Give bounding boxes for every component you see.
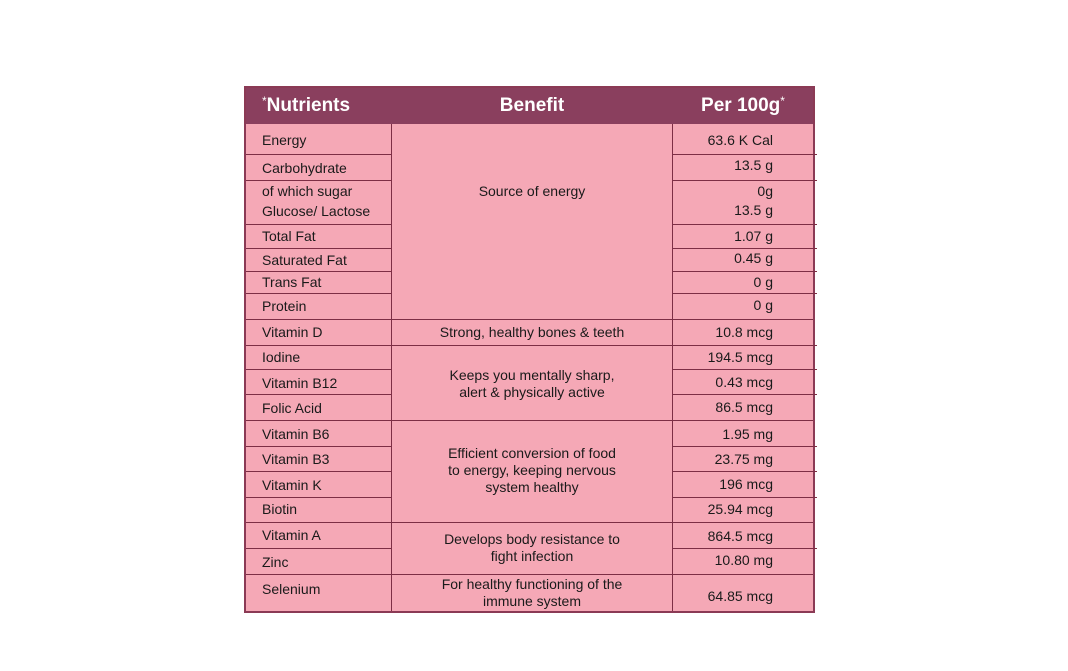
value-vitamin-b12: 0.43 mcg — [715, 374, 773, 390]
row-divider — [246, 369, 391, 370]
nutrition-table — [244, 86, 815, 613]
row-divider — [246, 224, 391, 225]
benefit-bones-teeth: Strong, healthy bones & teeth — [439, 324, 625, 340]
row-divider — [246, 471, 391, 472]
row-divider — [246, 271, 391, 272]
row-divider — [672, 154, 817, 155]
value-vitamin-a: 864.5 mcg — [707, 528, 773, 544]
nutrient-vitamin-b6: Vitamin B6 — [262, 426, 330, 442]
value-glucose-lactose: 13.5 g — [734, 202, 773, 218]
row-divider — [246, 154, 391, 155]
value-biotin: 25.94 mcg — [707, 501, 773, 517]
value-iodine: 194.5 mcg — [707, 349, 773, 365]
group-divider — [246, 345, 813, 346]
nutrient-protein: Protein — [262, 298, 307, 314]
row-divider — [672, 271, 817, 272]
value-total-fat: 1.07 g — [734, 228, 773, 244]
value-sugar: 0g — [757, 183, 773, 199]
row-divider — [672, 471, 817, 472]
nutrient-vitamin-b12: Vitamin B12 — [262, 375, 338, 391]
nutrient-glucose-lactose: Glucose/ Lactose — [262, 203, 371, 219]
row-divider — [672, 180, 817, 181]
row-divider — [246, 293, 391, 294]
value-vitamin-d: 10.8 mcg — [715, 324, 773, 340]
value-folic-acid: 86.5 mcg — [715, 399, 773, 415]
nutrient-vitamin-k: Vitamin K — [262, 477, 322, 493]
value-vitamin-b3: 23.75 mg — [714, 451, 773, 467]
row-divider — [246, 497, 391, 498]
header-per-label: Per 100g — [701, 95, 781, 116]
value-carbohydrate: 13.5 g — [734, 157, 773, 173]
table-header — [246, 88, 813, 124]
nutrient-folic-acid: Folic Acid — [262, 400, 322, 416]
nutrient-carbohydrate: Carbohydrate — [262, 160, 347, 176]
group-divider — [246, 420, 813, 421]
value-energy: 63.6 K Cal — [707, 132, 773, 148]
row-divider — [672, 446, 817, 447]
row-divider — [672, 497, 817, 498]
nutrient-iodine: Iodine — [262, 349, 301, 365]
row-divider — [246, 446, 391, 447]
value-zinc: 10.80 mg — [714, 552, 773, 568]
row-divider — [672, 293, 817, 294]
benefit-source-of-energy: Source of energy — [478, 183, 586, 199]
benefit-mentally-sharp: Keeps you mentally sharp, alert & physically active — [449, 367, 615, 400]
header-per-asterisk: * — [780, 94, 785, 108]
nutrient-vitamin-b3: Vitamin B3 — [262, 451, 330, 467]
value-vitamin-k: 196 mcg — [719, 476, 773, 492]
value-vitamin-b6: 1.95 mg — [722, 426, 773, 442]
nutrient-vitamin-d: Vitamin D — [262, 324, 323, 340]
value-selenium: 64.85 mcg — [707, 588, 773, 604]
value-trans-fat: 0 g — [753, 274, 773, 290]
nutrient-trans-fat: Trans Fat — [262, 274, 322, 290]
nutrient-vitamin-a: Vitamin A — [262, 527, 321, 543]
group-divider — [246, 319, 813, 320]
nutrient-sugar: of which sugar — [262, 183, 353, 199]
benefit-body-resistance: Develops body resistance to fight infection — [444, 531, 620, 564]
row-divider — [246, 394, 391, 395]
header-nutrients — [262, 88, 350, 124]
benefit-energy-conversion: Efficient conversion of food to energy, keeping nervous system healthy — [448, 445, 616, 495]
row-divider — [246, 180, 391, 181]
benefit-immune-system: For healthy functioning of the immune system — [441, 576, 623, 609]
nutrient-saturated-fat: Saturated Fat — [262, 252, 347, 268]
row-divider — [672, 394, 817, 395]
header-asterisk: * — [262, 94, 267, 108]
row-divider — [246, 248, 391, 249]
row-divider — [246, 548, 391, 549]
row-divider — [672, 248, 817, 249]
nutrient-biotin: Biotin — [262, 501, 298, 517]
nutrient-energy: Energy — [262, 132, 307, 148]
header-benefit: Benefit — [499, 95, 565, 116]
nutrient-zinc: Zinc — [262, 554, 289, 570]
header-nutrients-label: Nutrients — [266, 95, 351, 116]
header-per-100g — [673, 88, 813, 124]
value-saturated-fat: 0.45 g — [734, 250, 773, 266]
row-divider — [672, 369, 817, 370]
row-divider — [672, 548, 817, 549]
nutrient-total-fat: Total Fat — [262, 228, 316, 244]
row-divider — [672, 224, 817, 225]
value-protein: 0 g — [753, 297, 773, 313]
group-divider — [246, 574, 813, 575]
nutrient-selenium: Selenium — [262, 581, 321, 597]
group-divider — [246, 522, 813, 523]
